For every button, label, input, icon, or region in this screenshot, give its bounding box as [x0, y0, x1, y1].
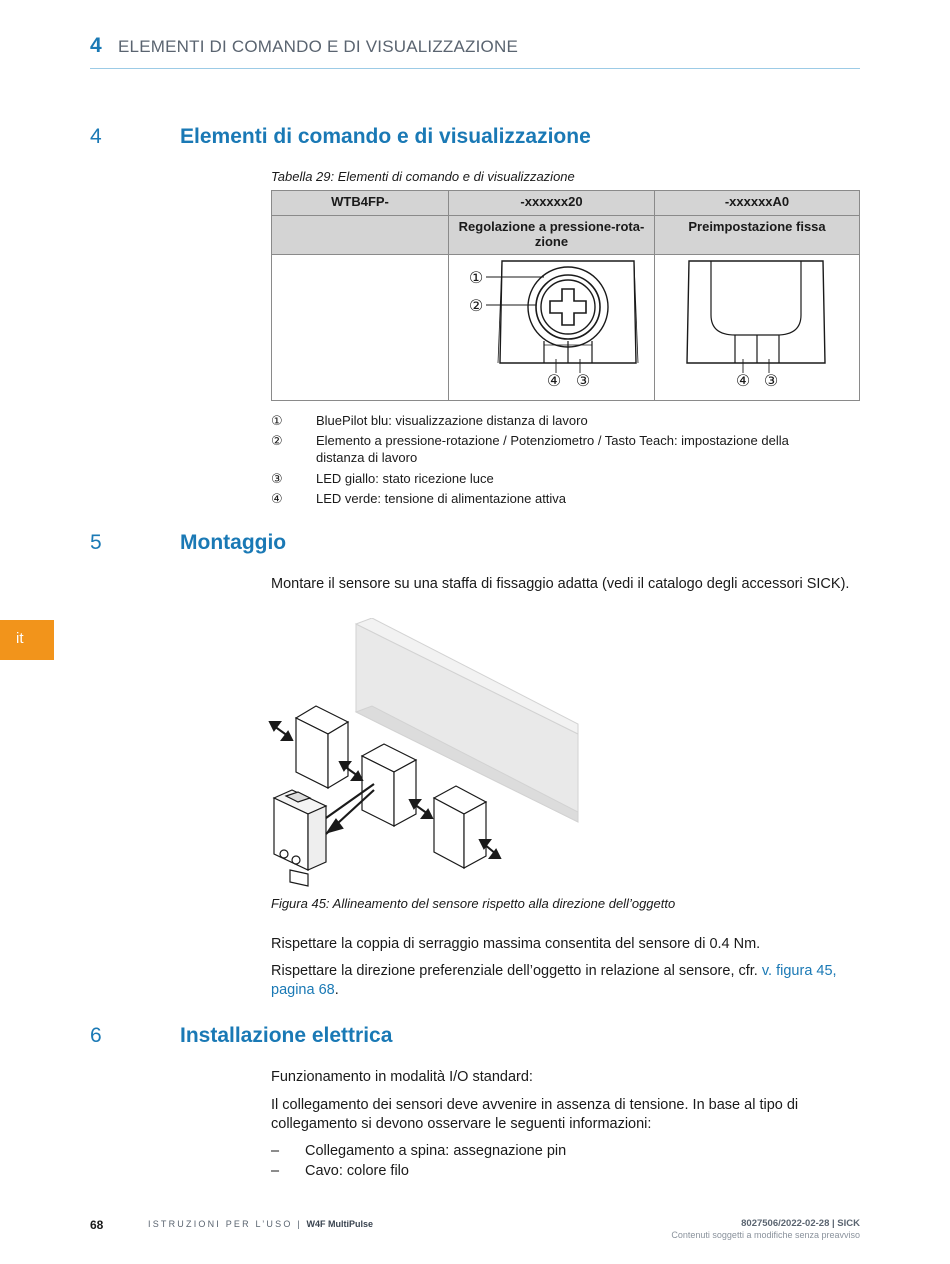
callout-1: ① [468, 268, 483, 287]
table-cell-empty [272, 255, 449, 401]
bullet-item [271, 1162, 671, 1181]
legend-item [271, 490, 860, 507]
section-number-4: 4 [90, 125, 102, 148]
table-caption: Tabella 29: Elementi di comando e di visualizzazione [271, 169, 575, 184]
legend-text: BluePilot blu: visualizzazione distanza di lavoro [316, 413, 588, 428]
sensor-drawing-push-turn [450, 255, 654, 397]
document-type-label: ISTRUZIONI PER L’USO | [148, 1219, 307, 1229]
product-name: W4F MultiPulse [306, 1219, 373, 1229]
connection-instructions: Il collegamento dei sensori deve avvenire in assenza di tensione. In base al tipo di collegamento si devono osservare le seguenti informazioni: [271, 1097, 799, 1132]
figure-caption: Figura 45: Allineamento del sensore rispetto alla direzione dell’oggetto [271, 896, 676, 911]
change-notice: Contenuti soggetti a modifiche senza preavviso [671, 1230, 860, 1240]
chapter-number: 4 [90, 34, 102, 57]
bullet-text: Collegamento a spina: assegnazione pin [305, 1143, 567, 1159]
bullet-text: Cavo: colore filo [305, 1163, 409, 1179]
legend-text: LED giallo: stato ricezione luce [316, 471, 494, 486]
chapter-title: ELEMENTI DI COMANDO E DI VISUALIZZAZIONE [118, 37, 518, 56]
orientation-note-text: Rispettare la direzione preferenziale dell’oggetto in relazione al sensore, cfr. [271, 963, 762, 979]
callout-4: ④ [546, 371, 561, 390]
callout-3: ③ [575, 371, 590, 390]
language-tab-label: it [16, 630, 24, 647]
torque-note: Rispettare la coppia di serraggio massima consentita del sensore di 0.4 Nm. [271, 936, 761, 952]
bullet-dash: – [271, 1143, 280, 1159]
section-title-5: Montaggio [180, 531, 287, 554]
sensor-drawing-fixed-cell [655, 255, 860, 401]
language-tab [0, 620, 54, 660]
sensor-drawing-push-turn-cell [449, 255, 655, 401]
document-code: 8027506/2022-02-28 | SICK [741, 1218, 860, 1229]
callout-3-fixed: ③ [763, 371, 779, 390]
sensor-drawing-fixed [655, 255, 859, 397]
legend-text: LED verde: tensione di alimentazione attiva [316, 491, 567, 506]
mounting-intro: Montare il sensore su una staffa di fissaggio adatta (vedi il catalogo degli accessori SICK). [271, 576, 850, 592]
legend-symbol: ② [271, 433, 283, 448]
header-rule [90, 68, 860, 69]
table-subheader-empty [272, 216, 449, 255]
table-subheader-fixed: Preimpostazione fissa [655, 216, 860, 255]
document-type [148, 1219, 373, 1229]
legend-text: Elemento a pressione-rotazione / Potenziometro / Tasto Teach: impostazione della distanza di lavoro [316, 433, 789, 465]
io-mode-text: Funzionamento in modalità I/O standard: [271, 1069, 533, 1085]
table-header-variant-a0: -xxxxxxA0 [655, 191, 860, 216]
table-subheader-push-turn [449, 216, 655, 255]
table-header-variant-20: -xxxxxx20 [449, 191, 655, 216]
section-title-4: Elementi di comando e di visualizzazione [180, 125, 591, 148]
legend-item [271, 432, 860, 466]
callout-2: ② [468, 296, 483, 315]
table-header-model: WTB4FP- [272, 191, 449, 216]
figure-reference-link[interactable]: v. figura 45, pagina 68 [271, 963, 837, 998]
table-subheader-push-turn-line1: Regolazione a pressione-rota- [458, 219, 645, 234]
section-number-5: 5 [90, 531, 102, 554]
bullet-item [271, 1142, 671, 1161]
sensor-alignment-figure [262, 618, 592, 892]
page-number: 68 [90, 1218, 104, 1232]
callout-4-fixed: ④ [735, 371, 751, 390]
bullet-dash: – [271, 1163, 280, 1179]
orientation-note-end: . [334, 982, 339, 998]
legend-item [271, 412, 860, 429]
legend-symbol: ③ [271, 471, 283, 486]
controls-table [271, 190, 860, 401]
legend-item [271, 470, 860, 487]
section-title-6: Installazione elettrica [180, 1024, 393, 1047]
section-number-6: 6 [90, 1024, 102, 1047]
legend-symbol: ④ [271, 491, 283, 506]
orientation-note [271, 962, 851, 1000]
legend-symbol: ① [271, 413, 283, 428]
table-subheader-push-turn-line2: zione [534, 234, 569, 249]
